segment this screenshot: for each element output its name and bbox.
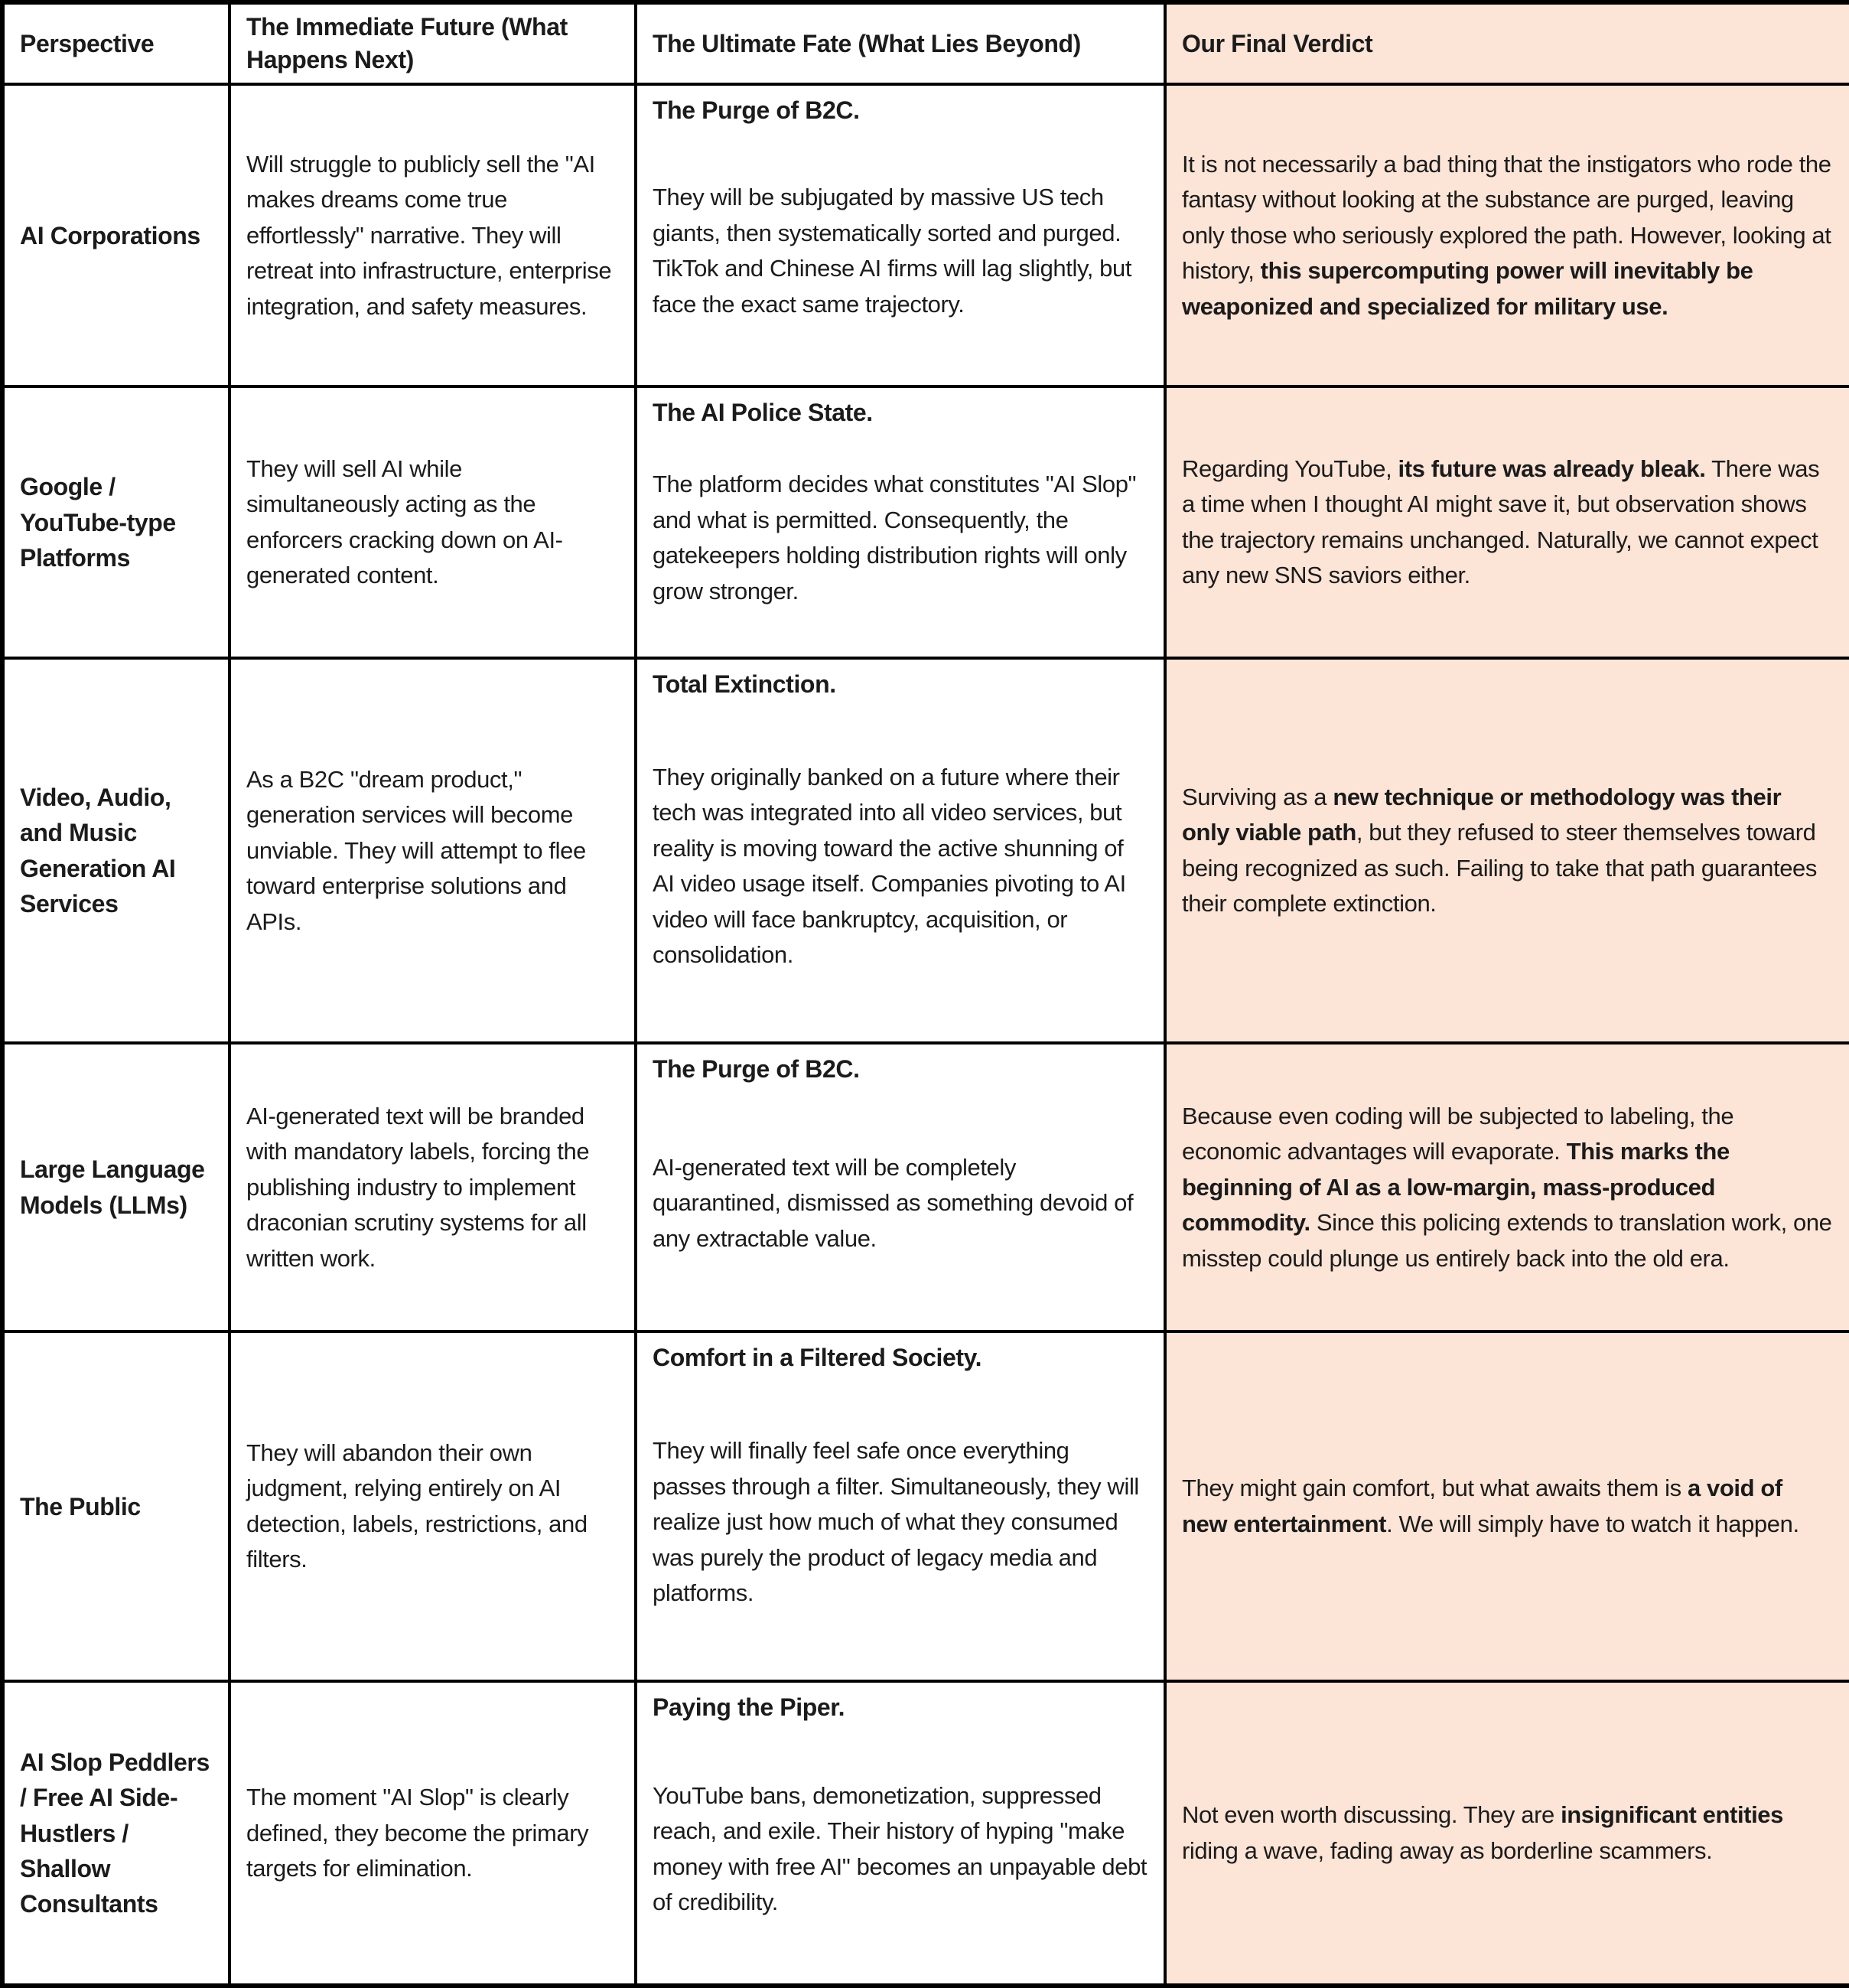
ultimate-fate-content (653, 1051, 1148, 1318)
verdict-text: It is not necessarily a bad thing that the instigators who rode the fantasy without looking at the substance are purged, leaving only those who seriously explored the path. However, looking at history, this supercomputing power will inevitably be weaponized and specialized for military use. (1182, 150, 1831, 320)
fate-title: Comfort in a Filtered Society. (653, 1344, 982, 1372)
ultimate-fate-content (653, 92, 1148, 373)
table-row (2, 1331, 1849, 1681)
fate-body-wrap (653, 129, 1148, 373)
ultimate-fate-cell (636, 386, 1165, 658)
header-cell-perspective: Perspective (2, 2, 229, 84)
verdict-cell (1165, 1043, 1849, 1331)
perspective-label: AI Corporations (20, 221, 200, 249)
verdict-text: Regarding YouTube, its future was already bleak. There was a time when I thought AI might save it, but observation shows the trajectory remains unchanged. Naturally, we cannot expect any new SNS saviors either. (1182, 455, 1820, 589)
immediate-future-text: The moment "AI Slop" is clearly defined, they become the primary targets for elimination. (246, 1784, 589, 1882)
table-header (2, 2, 1849, 84)
perspective-cell (2, 1331, 229, 1681)
ultimate-fate-content (653, 1689, 1148, 1973)
table-row (2, 658, 1849, 1043)
fate-body-wrap (653, 702, 1148, 1030)
perspective-label: Large Language Models (LLMs) (20, 1155, 205, 1219)
header-row (2, 2, 1849, 84)
verdict-cell (1165, 386, 1849, 658)
fate-body-wrap (653, 431, 1148, 645)
fate-title: The Purge of B2C. (653, 96, 860, 125)
fate-body-wrap (653, 1087, 1148, 1318)
verdict-cell (1165, 658, 1849, 1043)
ultimate-fate-content (653, 394, 1148, 645)
fate-title: The AI Police State. (653, 399, 873, 427)
immediate-future-text: They will sell AI while simultaneously acting as the enforcers cracking down on AI-generated content. (246, 455, 563, 589)
verdict-text: Surviving as a new technique or methodology was their only viable path, but they refused to steer themselves toward being recognized as such. Failing to take that path guarantees their complete extinction. (1182, 783, 1817, 917)
fate-title: Paying the Piper. (653, 1693, 845, 1722)
table-row (2, 386, 1849, 658)
perspective-cell (2, 1043, 229, 1331)
header-cell-ultimate-fate: The Ultimate Fate (What Lies Beyond) (636, 2, 1165, 84)
immediate-future-cell (229, 1331, 636, 1681)
table-row (2, 1681, 1849, 1986)
verdict-text: Because even coding will be subjected to labeling, the economic advantages will evaporate. This marks the beginning of AI as a low-margin, mass-produced commodity. Since this policing extends to translation work, one misstep could plunge us entirely back into the old era. (1182, 1102, 1832, 1272)
verdict-cell (1165, 84, 1849, 386)
fate-body-wrap (653, 1726, 1148, 1973)
immediate-future-cell (229, 1681, 636, 1986)
immediate-future-cell (229, 1043, 636, 1331)
ultimate-fate-cell (636, 658, 1165, 1043)
immediate-future-text: AI-generated text will be branded with mandatory labels, forcing the publishing industry to implement draconian scrutiny systems for all written work. (246, 1102, 590, 1272)
fate-body: They will finally feel safe once everything passes through a filter. Simultaneously, they will realize just how much of what they consumed was purely the product of legacy media and platforms. (653, 1437, 1139, 1607)
fate-body: They will be subjugated by massive US tech giants, then systematically sorted and purged. TikTok and Chinese AI firms will lag slightly, but face the exact same trajectory. (653, 184, 1132, 318)
immediate-future-cell (229, 386, 636, 658)
verdict-text: They might gain comfort, but what awaits them is a void of new entertainment. We will simply have to watch it happen. (1182, 1475, 1799, 1537)
verdict-cell (1165, 1331, 1849, 1681)
fate-title: The Purge of B2C. (653, 1055, 860, 1084)
perspective-cell (2, 658, 229, 1043)
fate-body-wrap (653, 1376, 1148, 1668)
ultimate-fate-content (653, 666, 1148, 1030)
ultimate-fate-cell (636, 1681, 1165, 1986)
header-cell-immediate-future: The Immediate Future (What Happens Next) (229, 2, 636, 84)
immediate-future-cell (229, 84, 636, 386)
ultimate-fate-content (653, 1339, 1148, 1668)
perspective-label: Video, Audio, and Music Generation AI Services (20, 784, 176, 918)
verdict-text: Not even worth discussing. They are insignificant entities riding a wave, fading away as borderline scammers. (1182, 1801, 1783, 1864)
fate-body: The platform decides what constitutes "AI Slop" and what is permitted. Consequently, the gatekeepers holding distribution rights will only grow stronger. (653, 471, 1137, 605)
ultimate-fate-cell (636, 84, 1165, 386)
perspective-label: The Public (20, 1492, 141, 1520)
immediate-future-text: Will struggle to publicly sell the "AI makes dreams come true effortlessly" narrative. They will retreat into infrastructure, enterprise integration, and safety measures. (246, 150, 612, 320)
ultimate-fate-cell (636, 1043, 1165, 1331)
ultimate-fate-cell (636, 1331, 1165, 1681)
immediate-future-text: As a B2C "dream product," generation services will become unviable. They will attempt to flee toward enterprise solutions and APIs. (246, 765, 586, 935)
header-cell-final-verdict: Our Final Verdict (1165, 2, 1849, 84)
verdict-cell (1165, 1681, 1849, 1986)
fate-title: Total Extinction. (653, 670, 836, 699)
fate-body: YouTube bans, demonetization, suppressed reach, and exile. Their history of hyping "make money with free AI" becomes an unpayable debt of credibility. (653, 1781, 1147, 1916)
immediate-future-cell (229, 658, 636, 1043)
immediate-future-text: They will abandon their own judgment, relying entirely on AI detection, labels, restrictions, and filters. (246, 1439, 588, 1573)
table-row (2, 84, 1849, 386)
perspective-cell (2, 386, 229, 658)
perspective-label: AI Slop Peddlers / Free AI Side-Hustlers / Shallow Consultants (20, 1748, 210, 1918)
perspective-cell (2, 84, 229, 386)
table-body (2, 84, 1849, 1986)
table-row (2, 1043, 1849, 1331)
perspective-cell (2, 1681, 229, 1986)
perspective-label: Google / YouTube-type Platforms (20, 473, 176, 572)
fate-body: AI-generated text will be completely quarantined, dismissed as something devoid of any extractable value. (653, 1153, 1134, 1252)
fate-body: They originally banked on a future where their tech was integrated into all video services, but reality is moving toward the active shunning of AI video usage itself. Companies pivoting to AI video will face bankruptcy, acquisition, or consolidation. (653, 763, 1126, 969)
